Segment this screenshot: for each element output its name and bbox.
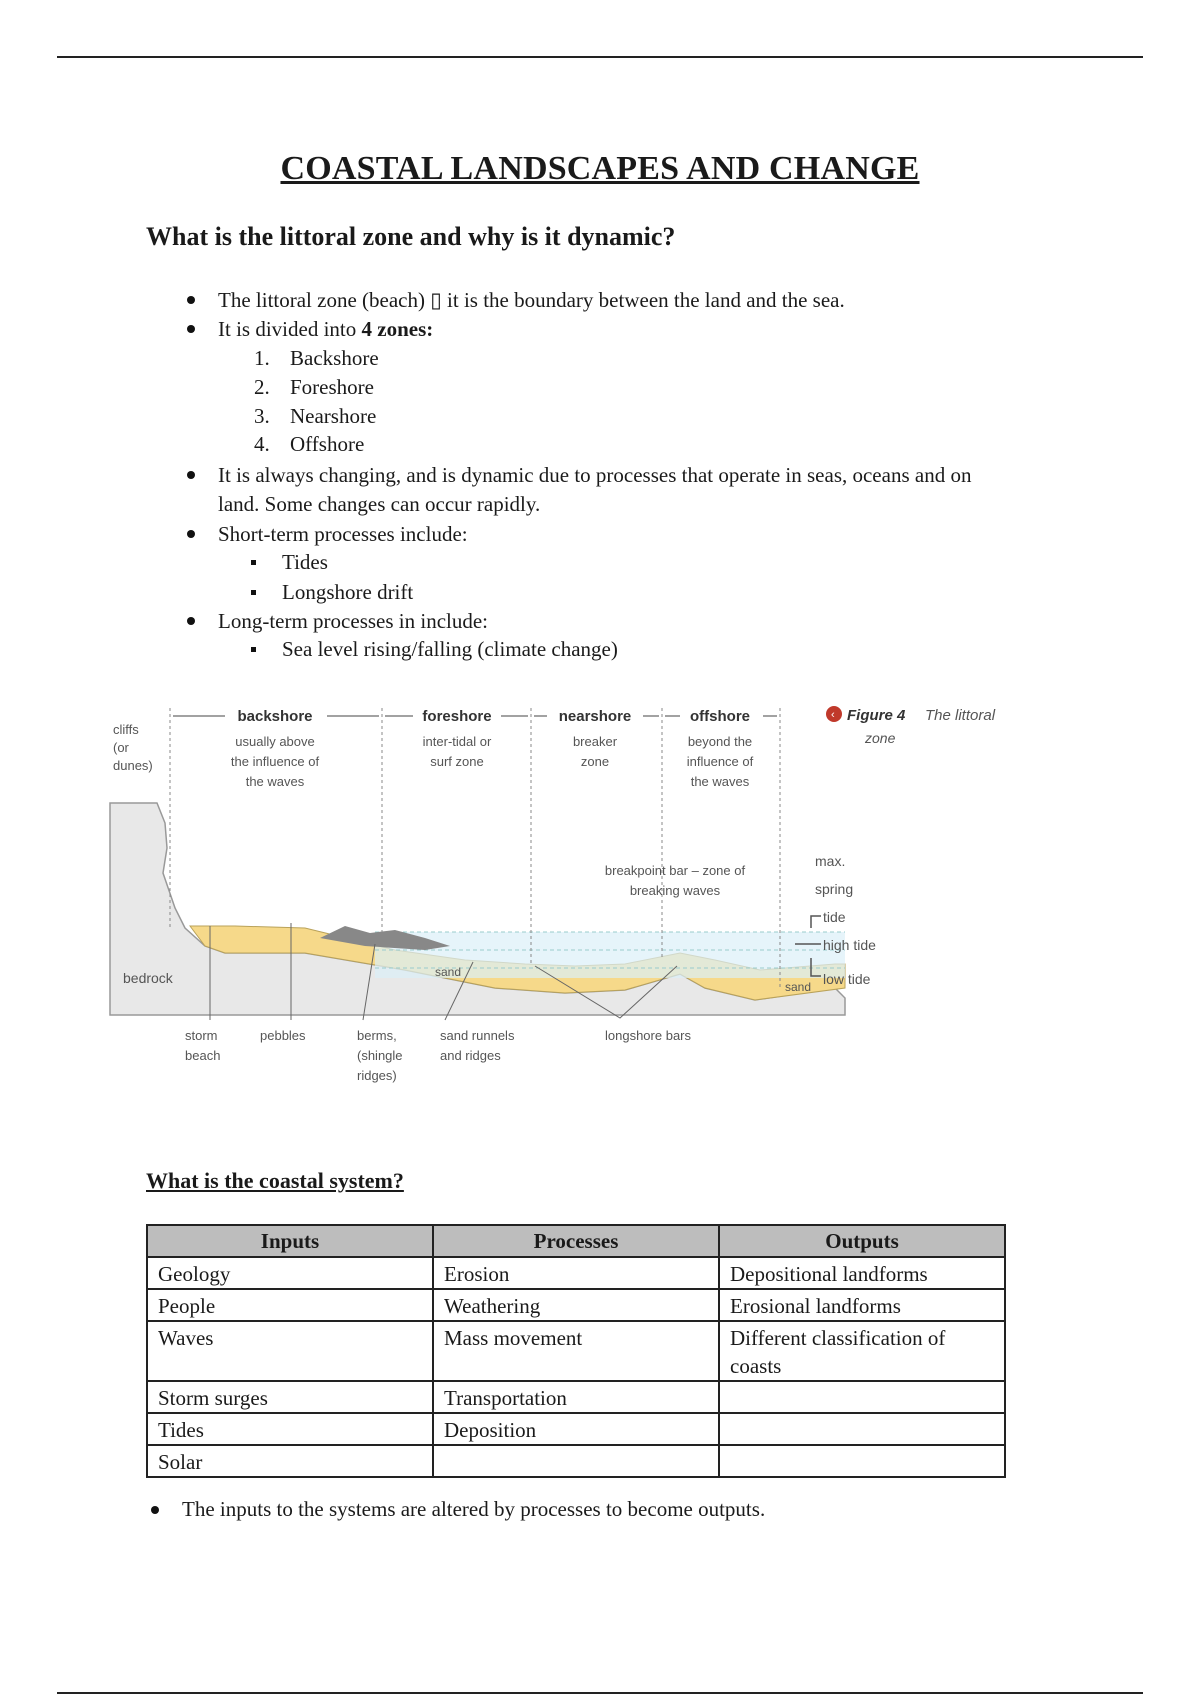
header-inputs: Inputs	[147, 1225, 433, 1257]
bedrock-label: bedrock	[123, 970, 173, 986]
zone-descriptions	[231, 734, 754, 789]
table-row	[147, 1321, 1005, 1381]
sand-label-1: sand	[435, 965, 462, 979]
tide-label-spring: spring	[815, 881, 854, 897]
desc-offshore-3: the waves	[690, 774, 750, 789]
tide-label-low: low tide	[823, 971, 871, 987]
figure-caption-line2: zone	[865, 730, 896, 746]
short-term-item: Tides	[282, 550, 328, 574]
desc-foreshore-2: surf zone	[430, 754, 484, 769]
zone-title-backshore: backshore	[237, 708, 313, 725]
coastal-system-heading: What is the coastal system?	[146, 1168, 404, 1193]
table-cell: Erosional landforms	[719, 1289, 1005, 1321]
pebbles-label: pebbles	[260, 1028, 306, 1043]
bottom-labels	[185, 1028, 691, 1083]
desc-offshore-1: beyond the	[687, 734, 753, 749]
cliffs-label: cliffs	[113, 722, 139, 737]
breakpoint-label-2: breaking waves	[629, 883, 721, 898]
table-cell: Deposition	[433, 1413, 719, 1445]
table-cell: Solar	[147, 1445, 433, 1477]
table-cell: Different classification of coasts	[719, 1321, 1005, 1381]
bullet-long-term: Long-term processes in include:	[218, 609, 489, 633]
section-heading: What is the littoral zone and why is it dynamic?	[146, 222, 676, 251]
table-cell	[719, 1381, 1005, 1413]
table-row	[147, 1413, 1005, 1445]
header-outputs: Outputs	[719, 1225, 1005, 1257]
bullet-zones	[218, 316, 433, 342]
zone-item: 2. Foreshore	[254, 375, 374, 399]
desc-backshore-1: usually above	[235, 734, 315, 749]
bullet-dynamic-continued: land. Some changes can occur rapidly.	[218, 492, 541, 516]
tide-label-tide: tide	[823, 909, 846, 925]
table-cell: Mass movement	[433, 1321, 719, 1381]
caption-arrow-icon: ‹	[831, 709, 835, 721]
longshore-bars-label: longshore bars	[605, 1028, 691, 1043]
bottom-rule	[57, 1692, 1143, 1694]
table-row	[147, 1445, 1005, 1477]
berms-label-3: ridges)	[357, 1068, 397, 1083]
table-cell: Tides	[147, 1413, 433, 1445]
zone-label: Backshore	[290, 346, 379, 370]
coastal-system-table	[146, 1224, 1006, 1478]
bullet-dynamic: It is always changing, and is dynamic due to processes that operate in seas, oceans and on	[218, 463, 972, 487]
desc-nearshore-1: breaker	[572, 734, 618, 749]
desc-backshore-3: the waves	[245, 774, 305, 789]
system-summary-note: The inputs to the systems are altered by processes to become outputs.	[182, 1497, 766, 1521]
storm-beach-label: storm	[185, 1028, 218, 1043]
zone-label: Foreshore	[290, 375, 374, 399]
desc-nearshore-2: zone	[580, 754, 610, 769]
desc-backshore-2: the influence of	[230, 754, 320, 769]
sand-label-2: sand	[785, 980, 812, 994]
bullet-zones-bold: 4 zones:	[361, 317, 434, 341]
table-cell: Storm surges	[147, 1381, 433, 1413]
table-row	[147, 1289, 1005, 1321]
runnels-label: sand runnels	[440, 1028, 515, 1043]
table-row	[147, 1257, 1005, 1289]
table-row	[147, 1381, 1005, 1413]
table-cell: Waves	[147, 1321, 433, 1381]
zone-item: 4. Offshore	[254, 432, 365, 456]
table-cell	[719, 1445, 1005, 1477]
table-header-row	[147, 1225, 1005, 1257]
table-cell: Weathering	[433, 1289, 719, 1321]
zone-title-foreshore: foreshore	[422, 708, 492, 725]
desc-foreshore-1: inter-tidal or	[422, 734, 492, 749]
berms-label-2: (shingle	[357, 1048, 403, 1063]
figure-caption-text: The littoral	[925, 707, 996, 724]
littoral-zone-figure	[95, 688, 1095, 1108]
desc-offshore-2: influence of	[686, 754, 754, 769]
figure-caption-bold: Figure 4	[847, 707, 906, 724]
table-cell: Depositional landforms	[719, 1257, 1005, 1289]
top-rule	[57, 56, 1143, 58]
zone-title-offshore: offshore	[690, 708, 750, 725]
table-cell: People	[147, 1289, 433, 1321]
table-cell: Geology	[147, 1257, 433, 1289]
table-cell	[719, 1413, 1005, 1445]
bullet-boundary: The littoral zone (beach) ▯ it is the boundary between the land and the sea.	[218, 288, 845, 312]
short-term-item: Longshore drift	[282, 580, 414, 604]
bullet-zones-text: It is divided into	[218, 317, 362, 341]
zone-label: Nearshore	[290, 404, 377, 428]
breakpoint-label-1: breakpoint bar – zone of	[604, 863, 746, 878]
zone-item: 3. Nearshore	[254, 404, 377, 428]
table-cell: Transportation	[433, 1381, 719, 1413]
long-term-item: Sea level rising/falling (climate change)	[282, 637, 618, 661]
littoral-zone-diagram	[95, 688, 1095, 1108]
storm-beach-label-2: beach	[185, 1048, 221, 1063]
header-processes: Processes	[433, 1225, 719, 1257]
tide-label-max: max.	[815, 853, 846, 869]
table-cell: Erosion	[433, 1257, 719, 1289]
cliffs-label-3: dunes)	[113, 758, 153, 773]
berms-label: berms,	[357, 1028, 397, 1043]
bullet-short-term: Short-term processes include:	[218, 522, 468, 546]
zone-title-nearshore: nearshore	[558, 708, 632, 725]
zone-label: Offshore	[290, 432, 365, 456]
page-title: COASTAL LANDSCAPES AND CHANGE	[280, 150, 920, 187]
cliffs-label-2: (or	[113, 740, 129, 755]
table-cell	[433, 1445, 719, 1477]
runnels-label-2: and ridges	[440, 1048, 501, 1063]
zone-item: 1. Backshore	[254, 346, 379, 370]
tide-label-high: high tide	[823, 937, 876, 953]
